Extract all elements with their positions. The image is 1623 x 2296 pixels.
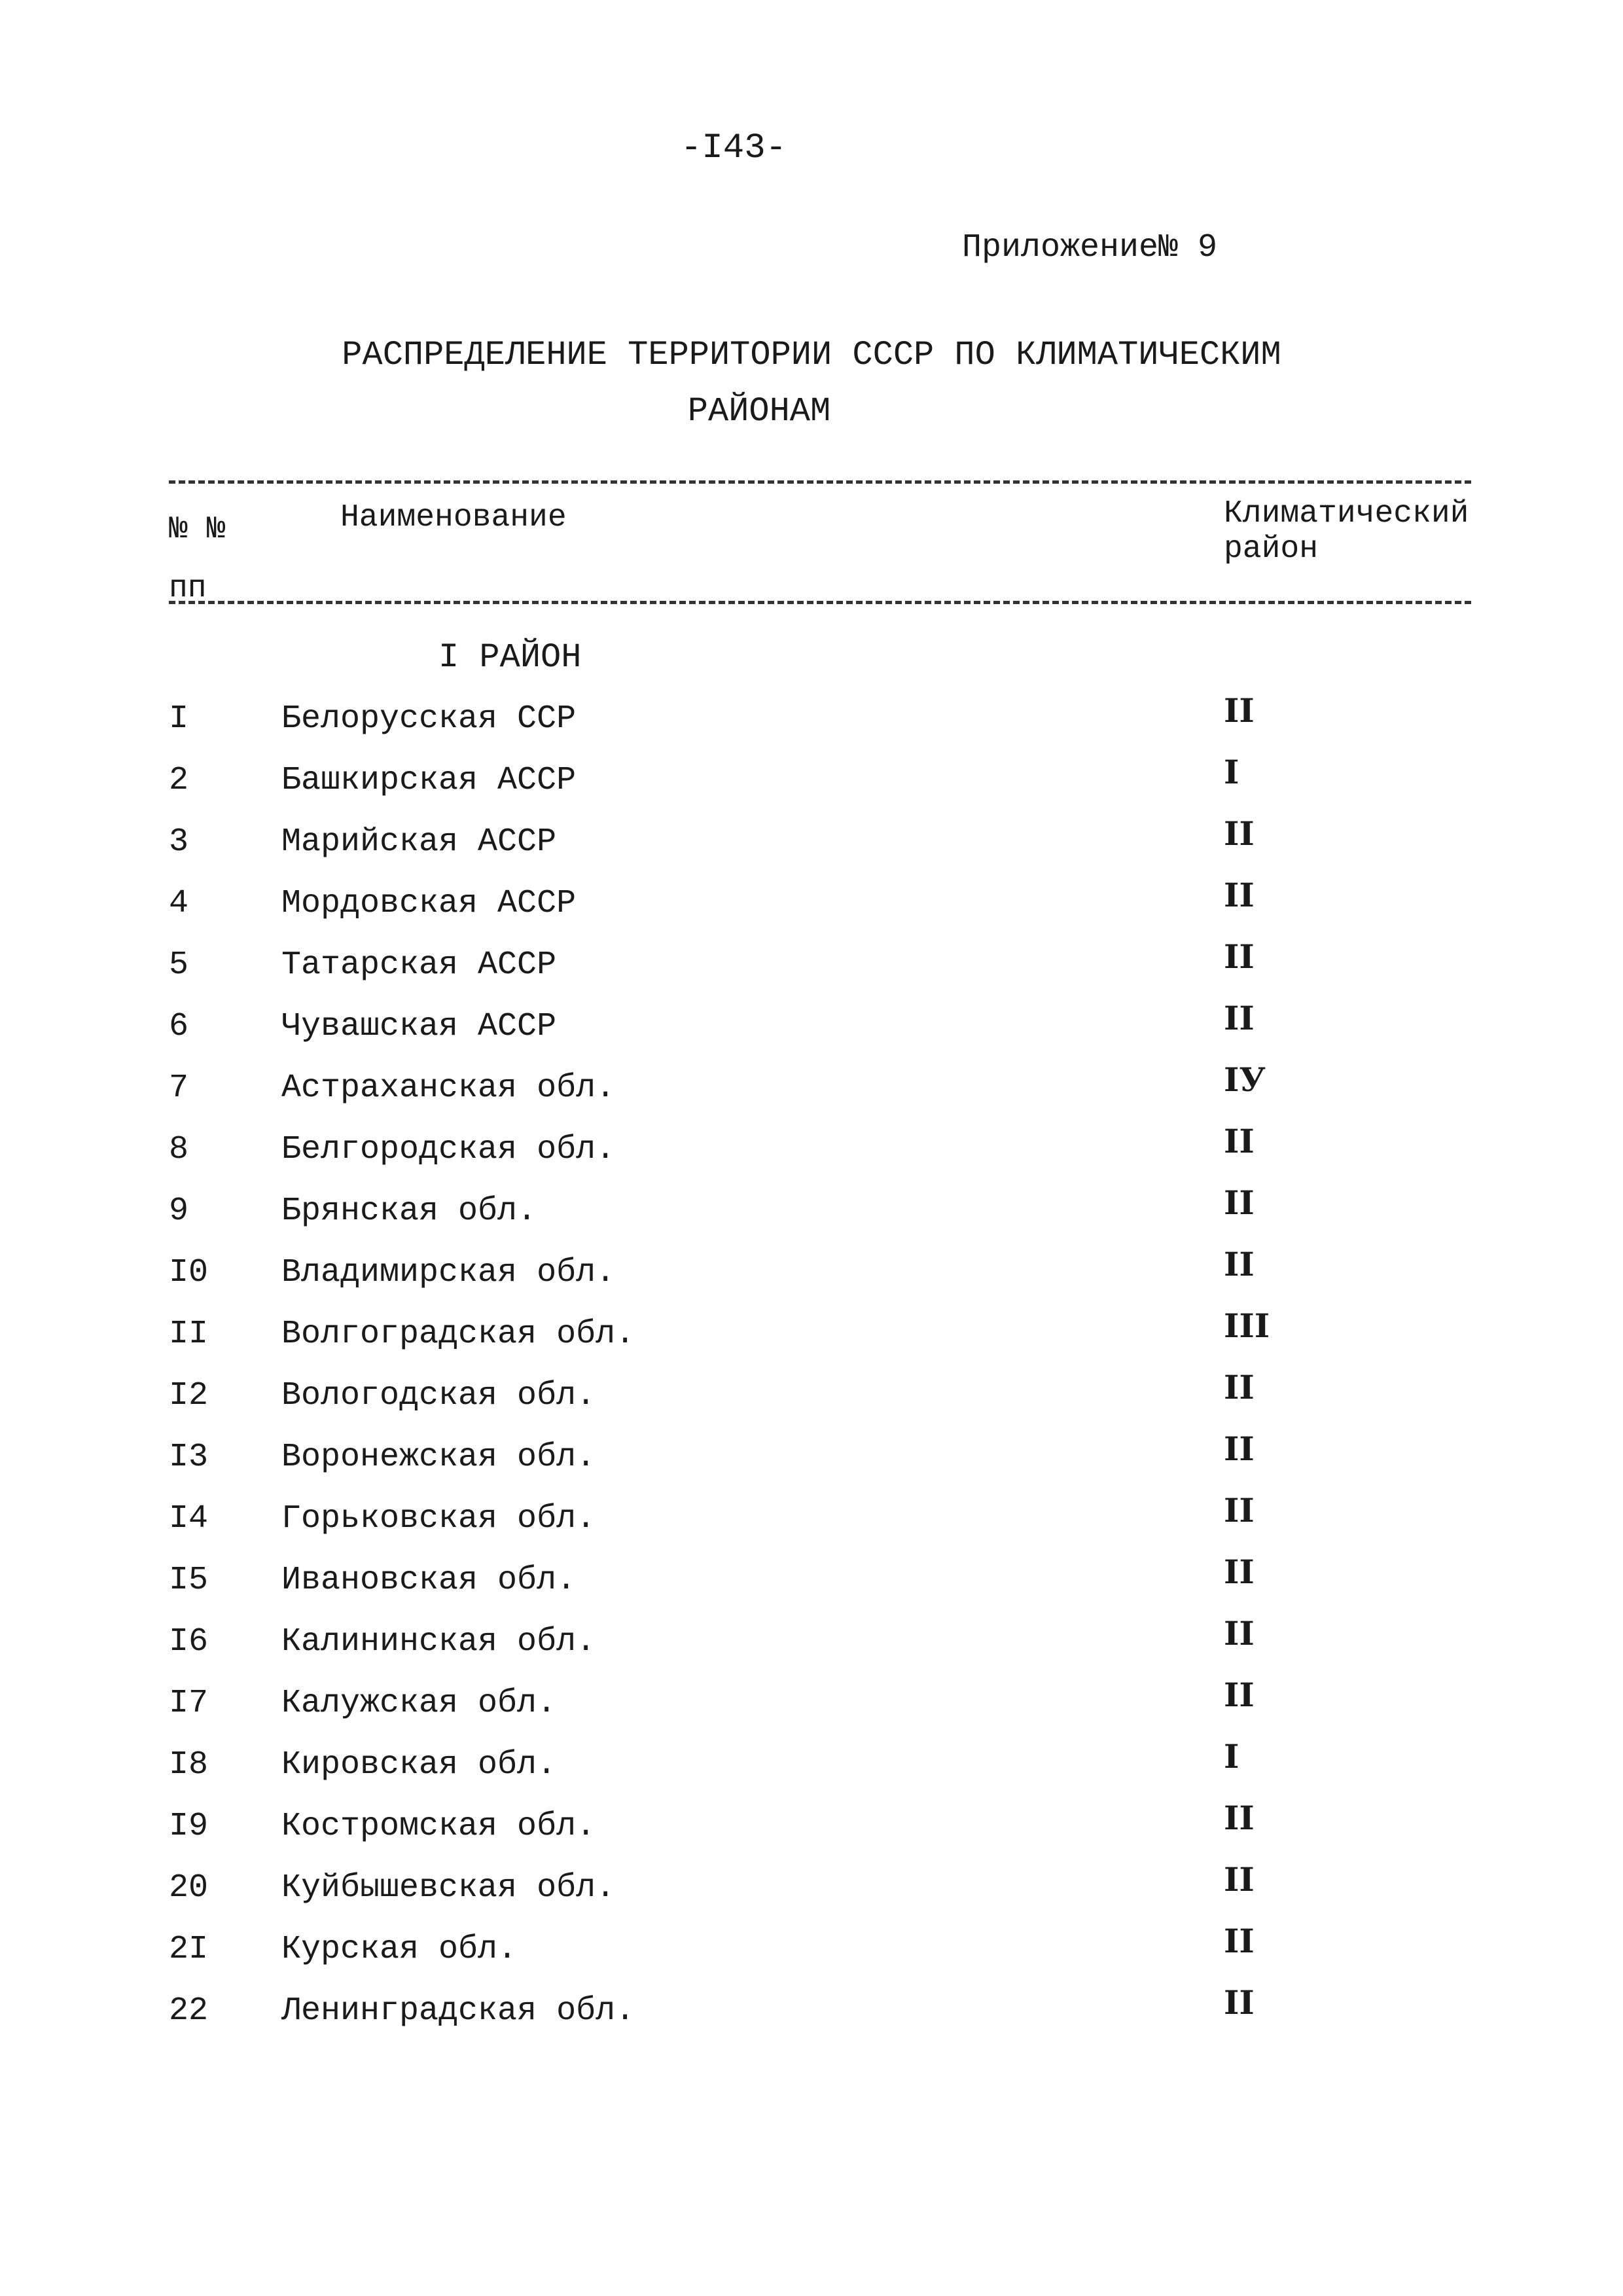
row-number: I4 [169,1500,209,1537]
title-line-2: РАЙОНАМ [687,392,831,431]
row-zone: II [1224,814,1255,853]
table-row [0,1922,1623,1987]
row-name: Татарская АССР [281,946,557,984]
table-header-top-rule [169,480,1471,484]
table-row [0,814,1623,880]
title-line-1: РАСПРЕДЕЛЕНИЕ ТЕРРИТОРИИ СССР ПО КЛИМАТИЧЕСКИМ [342,336,1281,374]
table-body [0,691,1623,2049]
row-name: Ивановская обл. [281,1562,577,1599]
row-number: II [169,1316,209,1353]
row-number: I7 [169,1685,209,1722]
row-name: Мордовская АССР [281,885,577,922]
row-zone: II [1224,1799,1255,1837]
row-number: 7 [169,1069,189,1107]
table-row [0,1368,1623,1433]
row-number: I0 [169,1254,209,1291]
header-name: Наименование [340,500,567,535]
row-zone: II [1224,999,1255,1037]
table-row [0,1799,1623,1864]
row-number: 22 [169,1992,209,2030]
row-number: 2I [169,1931,209,1968]
row-zone: I [1224,753,1240,791]
row-zone: III [1224,1306,1270,1345]
row-zone: I [1224,1737,1240,1776]
row-number: 5 [169,946,189,984]
table-row [0,937,1623,1003]
row-name: Ленинградская обл. [281,1992,635,2030]
table-row [0,1491,1623,1556]
table-row [0,1676,1623,1741]
row-zone: II [1224,1922,1255,1960]
row-number: 20 [169,1869,209,1907]
row-name: Вологодская обл. [281,1377,596,1414]
row-number: I6 [169,1623,209,1660]
table-row [0,1122,1623,1187]
row-name: Марийская АССР [281,823,557,861]
table-row [0,1429,1623,1495]
row-number: I5 [169,1562,209,1599]
row-zone: II [1224,691,1255,730]
row-zone: IУ [1224,1060,1266,1099]
row-name: Калининская обл. [281,1623,596,1660]
row-number: 6 [169,1008,189,1045]
row-name: Башкирская АССР [281,762,577,799]
row-zone: II [1224,1491,1255,1530]
row-name: Калужская обл. [281,1685,557,1722]
table-row [0,999,1623,1064]
row-name: Кировская обл. [281,1746,557,1784]
table-header-bottom-rule [169,601,1471,604]
header-zone: Климатический район [1224,496,1469,567]
row-name: Горьковская обл. [281,1500,596,1537]
row-number: I [169,700,189,738]
row-name: Курская обл. [281,1931,518,1968]
row-name: Брянская обл. [281,1193,537,1230]
table-row [0,753,1623,818]
appendix-label: Приложение№ 9 [962,229,1218,266]
row-number: I9 [169,1808,209,1845]
row-zone: II [1224,1122,1255,1160]
row-zone: II [1224,1183,1255,1222]
table-row [0,1614,1623,1679]
row-number: I8 [169,1746,209,1784]
row-name: Воронежская обл. [281,1439,596,1476]
row-number: I3 [169,1439,209,1476]
row-zone: II [1224,876,1255,914]
row-number: 4 [169,885,189,922]
row-zone: II [1224,1429,1255,1468]
table-row [0,1737,1623,1803]
table-row [0,1860,1623,1926]
row-zone: II [1224,937,1255,976]
row-zone: II [1224,1860,1255,1899]
row-zone: II [1224,1983,1255,2022]
page-number: -I43- [681,128,787,168]
row-number: 9 [169,1193,189,1230]
table-row [0,691,1623,757]
row-zone: II [1224,1552,1255,1591]
row-name: Белорусская ССР [281,700,577,738]
row-name: Владимирская обл. [281,1254,616,1291]
row-number: 2 [169,762,189,799]
row-name: Астраханская обл. [281,1069,616,1107]
table-row [0,1060,1623,1126]
row-zone: II [1224,1614,1255,1653]
table-row [0,876,1623,941]
document-title [0,327,1623,440]
row-name: Волгоградская обл. [281,1316,635,1353]
table-row [0,1183,1623,1249]
table-row [0,1306,1623,1372]
row-zone: II [1224,1368,1255,1407]
row-number: 3 [169,823,189,861]
row-zone: II [1224,1245,1255,1283]
header-number: № № пп [169,512,226,606]
row-name: Костромская обл. [281,1808,596,1845]
table-row [0,1245,1623,1310]
row-number: I2 [169,1377,209,1414]
row-name: Чувашская АССР [281,1008,557,1045]
row-name: Куйбышевская обл. [281,1869,616,1907]
row-name: Белгородская обл. [281,1131,616,1168]
row-zone: II [1224,1676,1255,1714]
section-title: I РАЙОН [438,638,582,677]
table-row [0,1983,1623,2049]
table-row [0,1552,1623,1618]
row-number: 8 [169,1131,189,1168]
